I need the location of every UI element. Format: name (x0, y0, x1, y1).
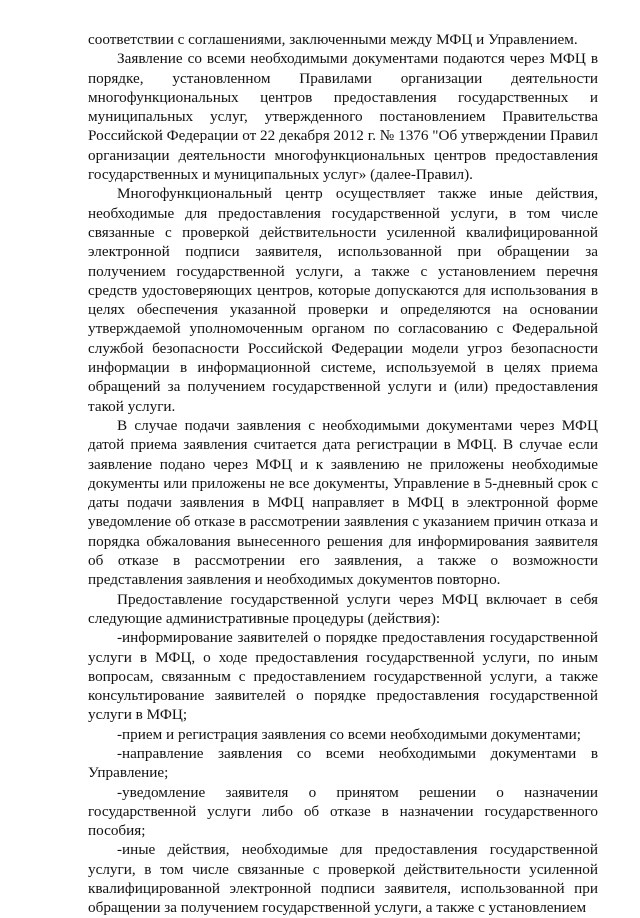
paragraph-continuation: соответствии с соглашениями, заключенными между МФЦ и Управлением. (88, 31, 578, 48)
paragraph-application-submission: Заявление со всеми необходимыми документами подаются через МФЦ в порядке, установленном Правилами организации деятельности многофункциональных центров предоставления государственных и муниципальных услуг, утвержденного постановлением Правительства Российской Федерации от 22 декабря 2012 г. № 1376 "Об утверждении Правил организации деятельности многофункциональных центров предоставления государственных и муниципальных услуг» (далее-Правил). (88, 50, 598, 184)
paragraph-submission-date: В случае подачи заявления с необходимыми документами через МФЦ датой приема заявления считается дата регистрации в МФЦ. В случае если заявление подано через МФЦ и к заявлению не приложены необходимые документы или приложены не все документы, Управление в 5-дневный срок с даты подачи заявления в МФЦ направляет в МФЦ в электронной форме уведомление об отказе в рассмотрении заявления с указанием причин отказа и порядка обжалования вынесенного решения для информирования заявителя об отказе в рассмотрении его заявления, а также о возможности представления заявления и необходимых документов повторно. (88, 416, 598, 589)
list-item-notification: -уведомление заявителя о принятом решении о назначении государственной услуги либо об отказе в назначении государственного пособия; (88, 783, 598, 840)
paragraph-mfc-actions: Многофункциональный центр осуществляет также иные действия, необходимые для предоставления государственной услуги, в том числе связанные с проверкой действительности усиленной квалифицированной электронной подписи заявителя, использованной при обращении за получением государственной услуги, а также с установлением перечня средств удостоверяющих центров, которые допускаются для использования в целях обеспечения указанной проверки и определяются на основании утверждаемой уполномоченным органом по согласованию с Федеральной службой безопасности Российской Федерации модели угроз безопасности информации в информационной системе, используемой в целях приема обращений за получением государственной услуги и (или) предоставления такой услуги. (88, 185, 598, 415)
paragraph-procedures-intro: Предоставление государственной услуги через МФЦ включает в себя следующие административные процедуры (действия): (88, 590, 598, 627)
list-item-reception: -прием и регистрация заявления со всеми необходимыми документами; (117, 725, 581, 743)
list-item-informing: -информирование заявителей о порядке предоставления государственной услуги в МФЦ, о ходе предоставления государственной услуги, по иным вопросам, связанным с предоставлением государственной услуги, а также консультирование заявителей о порядке предоставления государственной услуги в МФЦ; (88, 629, 598, 724)
document-page (88, 30, 598, 918)
list-item-forwarding: -направление заявления со всеми необходимыми документами в Управление; (88, 744, 598, 782)
list-item-other-actions: -иные действия, необходимые для предоставления государственной услуги, в том числе связанные с проверкой действительности усиленной квалифицированной электронной подписи заявителя, использованной при обращении за получением государственной услуги, а также с установлением (88, 841, 598, 917)
